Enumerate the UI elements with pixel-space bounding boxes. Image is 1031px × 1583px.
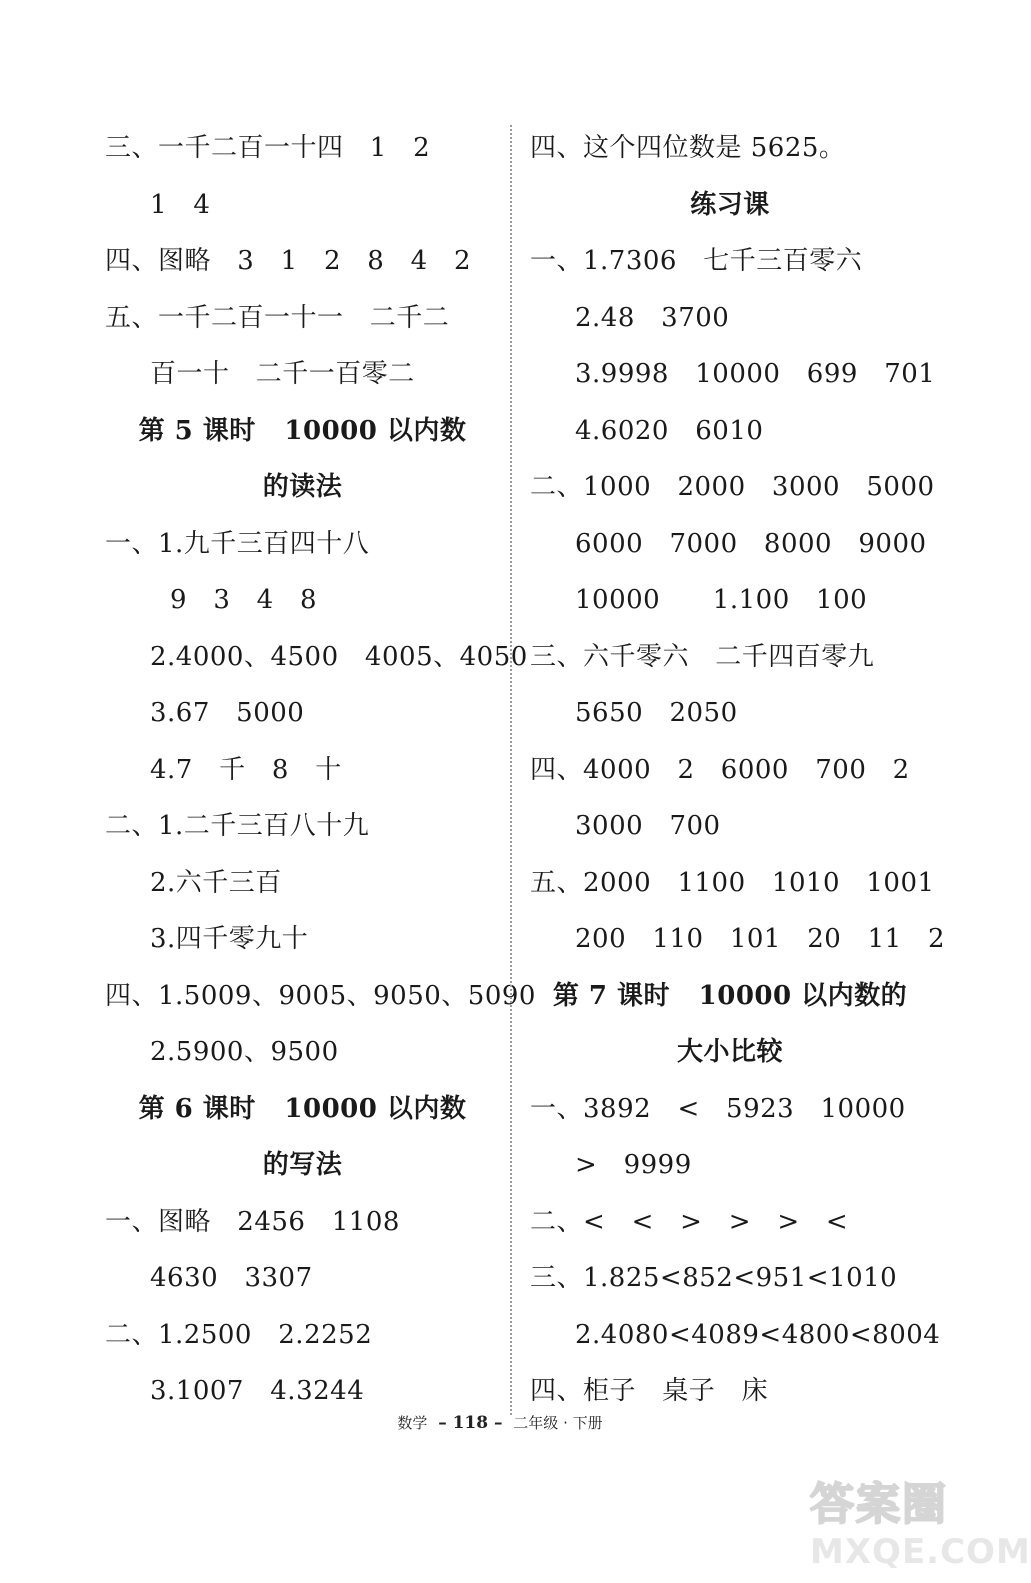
answer-line: 三、六千零六 二千四百零九 [530, 641, 875, 672]
section-heading: 的读法 [262, 472, 343, 502]
section-heading: 第 5 课时 10000 以内数 [138, 415, 467, 446]
answer-line: 二、1.二千三百八十九 [105, 811, 370, 841]
section-heading: 的写法 [262, 1150, 343, 1180]
answer-line: 4630 3307 [150, 1263, 313, 1293]
answer-line: 五、一千二百一十一 二千二 [105, 302, 450, 333]
answer-line: 五、2000 1100 1010 1001 [530, 867, 935, 898]
answer-line: 二、1.2500 2.2252 [105, 1319, 373, 1350]
answer-line: 2.4000、4500 4005、4050 [150, 641, 528, 672]
answer-line: 一、图略 2456 1108 [105, 1206, 400, 1237]
section-heading: 大小比较 [676, 1037, 783, 1067]
page-number: – 118 – [438, 1413, 503, 1433]
answer-line: 2.48 3700 [575, 302, 730, 333]
answer-line: 三、一千二百一十四 1 2 [105, 133, 431, 163]
answer-line: 3000 700 [575, 811, 721, 841]
answer-line: 3.9998 10000 699 701 [575, 359, 936, 389]
answer-line: 四、1.5009、9005、9050、5090 [105, 980, 536, 1011]
section-heading: 练习课 [690, 189, 770, 220]
answer-line: 四、这个四位数是 5625。 [530, 133, 846, 163]
answer-line: > 9999 [575, 1150, 692, 1180]
answer-line: 二、< < > > > < [530, 1206, 849, 1237]
column-divider [510, 125, 512, 1415]
answer-line: 9 3 4 8 [170, 585, 318, 615]
watermark-logo [810, 1468, 1031, 1572]
answer-line: 百一十 二千一百零二 [150, 359, 415, 389]
watermark-bottom-text: MXQE.COM [810, 1532, 1031, 1572]
answer-line: 2.5900、9500 [150, 1037, 339, 1067]
answer-line: 4.7 千 8 十 [150, 754, 342, 785]
answer-line: 四、柜子 桌子 床 [530, 1376, 769, 1406]
answer-line: 3.67 5000 [150, 698, 305, 728]
answer-line: 一、3892 < 5923 10000 [530, 1093, 906, 1124]
right-column [530, 120, 946, 1420]
answer-line: 3.四千零九十 [150, 924, 309, 954]
answer-line: 6000 7000 8000 9000 [575, 528, 927, 559]
footer-grade: 二年级 · 下册 [513, 1414, 603, 1432]
answer-line: 3.1007 4.3244 [150, 1376, 365, 1406]
section-heading: 第 6 课时 10000 以内数 [138, 1093, 467, 1124]
answer-line: 2.4080<4089<4800<8004 [575, 1319, 941, 1350]
footer-subject: 数学 [397, 1414, 428, 1432]
answer-line: 10000 1.100 100 [575, 585, 868, 615]
answer-line: 四、图略 3 1 2 8 4 2 [105, 246, 472, 276]
left-column [105, 120, 536, 1420]
section-heading: 第 7 课时 10000 以内数的 [552, 980, 908, 1011]
answer-line: 1 4 [150, 189, 211, 220]
watermark-top-text: 答案圈 [810, 1479, 948, 1530]
answer-line: 四、4000 2 6000 700 2 [530, 754, 910, 785]
answer-line: 二、1000 2000 3000 5000 [530, 472, 935, 502]
answer-line: 三、1.825<852<951<1010 [530, 1263, 898, 1293]
answer-line: 一、1.7306 七千三百零六 [530, 246, 863, 276]
answer-line: 4.6020 6010 [575, 415, 764, 446]
answer-line: 200 110 101 20 11 2 [575, 924, 946, 954]
answer-line: 5650 2050 [575, 698, 738, 728]
answer-line: 2.六千三百 [150, 867, 282, 898]
answer-line: 一、1.九千三百四十八 [105, 528, 370, 559]
page-footer [0, 1412, 1000, 1433]
